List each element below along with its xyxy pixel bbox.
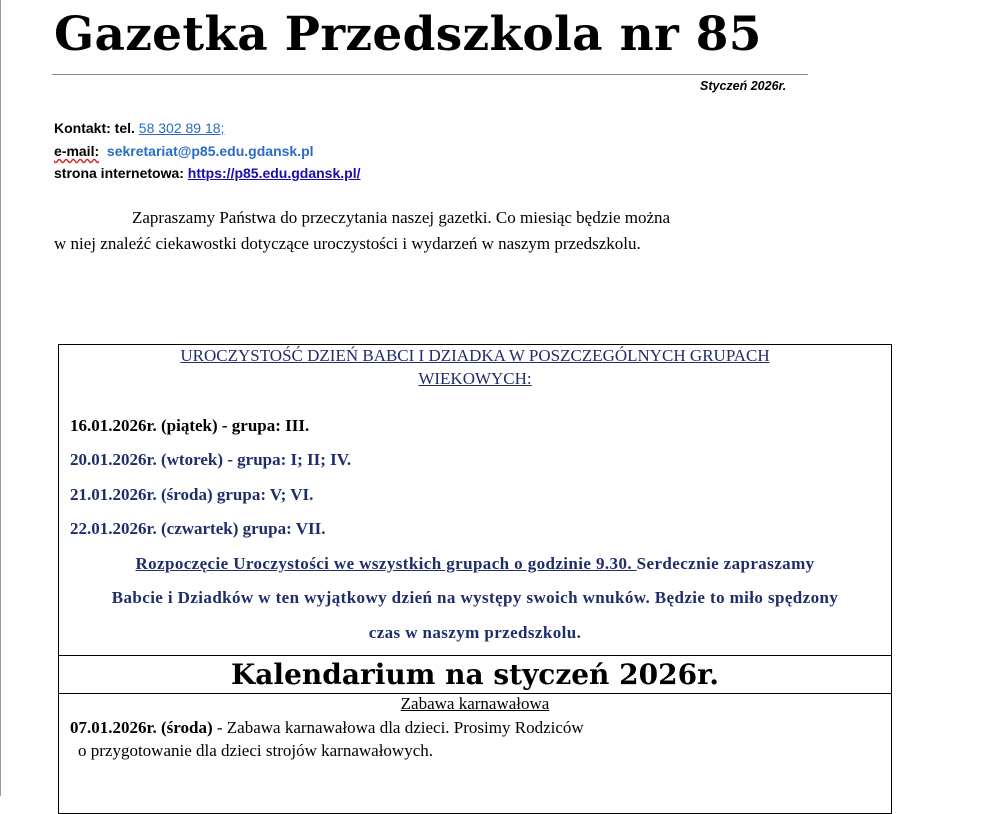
celebration-note-line-3: czas w naszym przedszkolu. [368, 623, 582, 642]
celebration-start-time: Rozpoczęcie Uroczystości we wszystkich grupach o godzinie 9.30. [135, 554, 637, 573]
celebration-heading-cont: WIEKOWYCH: [418, 369, 532, 388]
page-left-edge [0, 0, 1, 796]
phone-label: Kontakt: tel. [54, 120, 139, 136]
group-schedule-item: 16.01.2026r. (piątek) - grupa: III. [70, 416, 310, 435]
email-label: e-mail: [54, 143, 100, 159]
event-line-2: o przygotowanie dla dzieci strojów karnawałowych. [78, 741, 433, 760]
issue-date: Styczeń 2026r. [700, 79, 787, 93]
calendar-title: Kalendarium na styczeń 2026r. [230, 658, 720, 691]
intro-line-2: w niej znaleźć ciekawostki dotyczące uroczystości i wydarzeń w naszym przedszkolu. [54, 234, 641, 253]
contact-email-line [54, 142, 314, 160]
event-description: - Zabawa karnawałowa dla dzieci. Prosimy Rodziców [216, 718, 584, 737]
phone-link[interactable]: 58 302 89 18; [138, 120, 225, 136]
title-rule [52, 74, 808, 75]
contact-phone-line [54, 119, 224, 137]
event-line-1 [70, 717, 584, 739]
celebration-note-line-2: Babcie i Dziadków w ten wyjątkowy dzień na występy swoich wnuków. Będzie to miło spędzony [111, 588, 839, 607]
celebration-heading: UROCZYSTOŚĆ DZIEŃ BABCI I DZIADKA W POSZCZEGÓLNYCH GRUPACH [180, 346, 770, 365]
email-link[interactable]: sekretariat@p85.edu.gdansk.pl [106, 143, 314, 159]
website-link[interactable]: https://p85.edu.gdansk.pl/ [187, 165, 361, 181]
group-schedule-item: 22.01.2026r. (czwartek) grupa: VII. [70, 519, 326, 538]
newsletter-title: Gazetka Przedszkola nr 85 [54, 7, 762, 62]
event-subtitle: Zabawa karnawałowa [400, 694, 550, 713]
intro-line-1: Zapraszamy Państwa do przeczytania naszej gazetki. Co miesiąc będzie można [132, 208, 671, 227]
website-label: strona internetowa: [54, 165, 188, 181]
celebration-invite: Serdecznie zapraszamy [636, 554, 815, 573]
event-date: 07.01.2026r. (środa) [70, 718, 217, 737]
group-schedule-item: 20.01.2026r. (wtorek) - grupa: I; II; IV. [70, 450, 352, 469]
celebration-note-line-1 [60, 553, 890, 575]
contact-website-line [54, 164, 360, 182]
group-schedule-item: 21.01.2026r. (środa) grupa: V; VI. [70, 485, 314, 504]
